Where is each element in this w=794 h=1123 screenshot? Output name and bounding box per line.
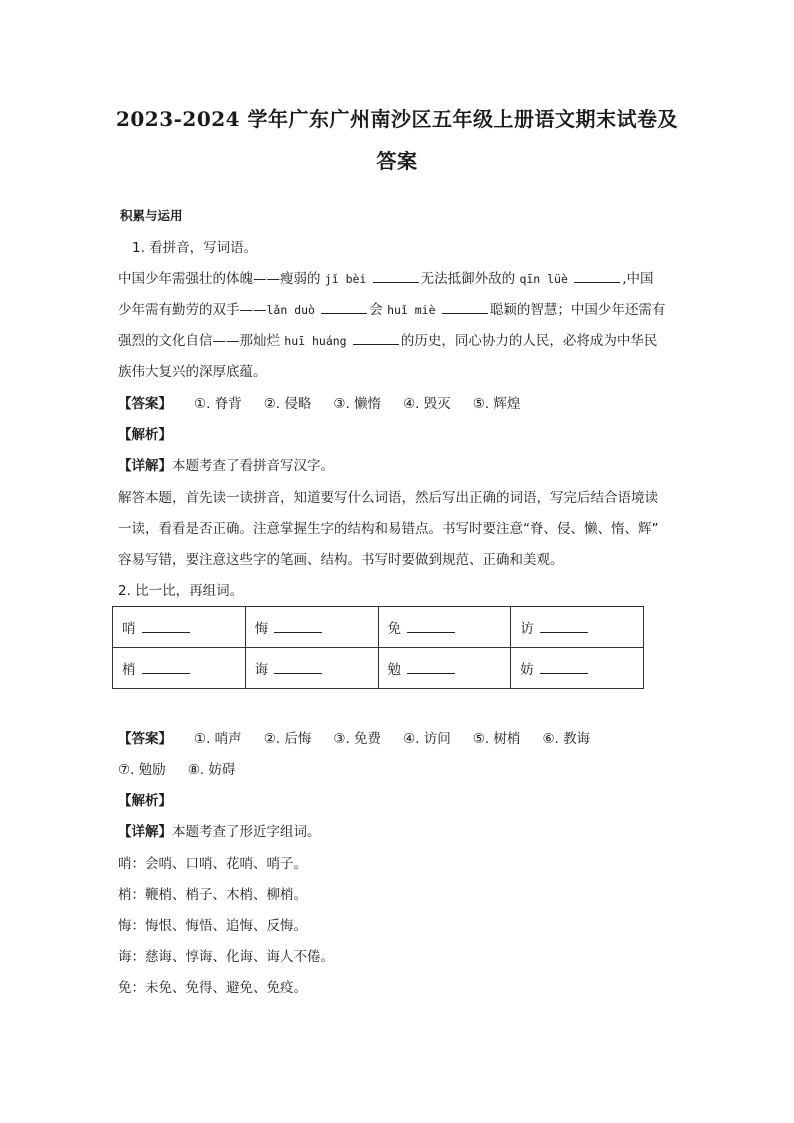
q1-text: 会 — [369, 302, 388, 318]
q1-text-line-3 — [118, 326, 678, 357]
pinyin: lǎn duò — [266, 303, 315, 317]
table-cell — [511, 648, 644, 689]
answer-item: ⑤. 树梢 — [472, 731, 521, 747]
answer-item: ③. 懒惰 — [333, 396, 382, 412]
answer-item: ②. 后悔 — [263, 731, 312, 747]
answer-tag: 【答案】 — [118, 731, 172, 747]
detail-text: 本题考查了看拼音写汉字。 — [172, 458, 334, 474]
answer-item: ④. 毁灭 — [403, 396, 451, 412]
answer-item: ④. 访问 — [403, 731, 451, 747]
q1-text-line-1 — [118, 264, 678, 295]
cell-char: 哨 — [122, 621, 136, 637]
pinyin: qīn lüè — [519, 272, 568, 286]
answer-blank — [373, 268, 419, 283]
answer-blank — [574, 268, 620, 283]
answer-blank — [142, 620, 190, 633]
q1-text-line-4: 族伟大复兴的深厚底蕴。 — [118, 364, 267, 380]
q2-word-line: 梢：鞭梢、梢子、木梢、柳梢。 — [118, 887, 307, 903]
q1-detail — [118, 451, 678, 482]
document-title — [110, 98, 684, 182]
answer-blank — [274, 620, 322, 633]
q1-analysis-tag: 【解析】 — [118, 427, 172, 443]
table-cell — [245, 648, 378, 689]
q1-text: 的历史，同心协力的人民，必将成为中华民 — [400, 333, 658, 349]
cell-char: 妨 — [520, 662, 534, 678]
table-cell — [113, 648, 246, 689]
answer-tag: 【答案】 — [118, 396, 172, 412]
answer-blank — [407, 661, 455, 674]
q2-word-line: 免：未免、免得、避免、免疫。 — [118, 980, 307, 996]
answer-item: ⑧. 妨碍 — [187, 762, 236, 778]
pinyin: huǐ miè — [387, 303, 436, 317]
detail-text: 本题考查了形近字组词。 — [172, 824, 321, 840]
answer-item: ①. 脊背 — [194, 396, 242, 412]
answer-item: ①. 哨声 — [194, 731, 242, 747]
q2-heading: 2. 比一比，再组词。 — [118, 583, 244, 599]
q1-explain-line-1: 解答本题，首先读一读拼音，知道要写什么词语，然后写出正确的词语，写完后结合语境读 — [118, 490, 658, 506]
title-line-1: 2023-2024 学年广东广州南沙区五年级上册语文期末试卷及 — [115, 107, 679, 131]
q1-text-line-2 — [118, 295, 678, 326]
q1-text: 少年需有勤劳的双手—— — [118, 302, 267, 318]
q1-text: 聪颖的智慧；中国少年还需有 — [489, 302, 666, 318]
cell-char: 勉 — [387, 662, 401, 678]
cell-char: 免 — [387, 621, 401, 637]
cell-char: 悔 — [254, 621, 269, 637]
answer-blank — [142, 661, 190, 674]
answer-blank — [540, 620, 588, 633]
answer-blank — [321, 299, 367, 314]
q2-answer-row-2 — [118, 755, 678, 786]
q1-text: 中国少年需强壮的体魄——瘦弱的 — [118, 271, 325, 287]
q2-word-line: 诲：慈诲、惇诲、化诲、诲人不倦。 — [118, 949, 334, 965]
table-row — [113, 607, 644, 648]
answer-blank — [540, 661, 588, 674]
q1-text: ,中国 — [622, 271, 654, 287]
section-heading: 积累与运用 — [120, 208, 183, 223]
q2-table — [112, 606, 644, 689]
table-cell — [378, 607, 511, 648]
detail-tag: 【详解】 — [118, 824, 172, 840]
answer-blank — [407, 620, 455, 633]
table-cell — [378, 648, 511, 689]
q2-detail — [118, 817, 678, 848]
detail-tag: 【详解】 — [118, 458, 172, 474]
table-cell — [511, 607, 644, 648]
pinyin: huī huáng — [284, 334, 347, 348]
answer-item: ⑥. 教诲 — [542, 731, 591, 747]
table-cell — [113, 607, 246, 648]
q1-explain-line-2: 一读，看看是否正确。注意掌握生字的结构和易错点。书写时要注意“脊、侵、懒、惰、辉” — [118, 521, 659, 537]
q2-answer-row-1 — [118, 724, 678, 755]
q2-word-line: 悔：悔恨、悔悟、追悔、反悔。 — [118, 918, 307, 934]
pinyin: jǐ bèi — [324, 272, 367, 286]
table-row — [113, 648, 644, 689]
q1-heading: 1. 看拼音，写词语。 — [132, 240, 258, 256]
q1-explain-line-3: 容易写错，要注意这些字的笔画、结构。书写时要做到规范、正确和美观。 — [118, 552, 564, 568]
answer-item: ⑦. 勉励 — [118, 762, 166, 778]
q1-text: 无法抵御外敌的 — [420, 271, 520, 287]
q2-word-line: 哨：会哨、口哨、花哨、哨子。 — [118, 856, 307, 872]
answer-item: ③. 免费 — [333, 731, 382, 747]
answer-blank — [274, 661, 322, 674]
answer-item: ⑤. 辉煌 — [472, 396, 521, 412]
answer-blank — [353, 330, 399, 345]
table-cell — [245, 607, 378, 648]
cell-char: 梢 — [122, 662, 136, 678]
q1-answer-row — [118, 389, 678, 420]
cell-char: 诲 — [254, 662, 269, 678]
answer-blank — [442, 299, 488, 314]
q2-analysis-tag: 【解析】 — [118, 793, 172, 809]
q1-text: 强烈的文化自信——那灿烂 — [118, 333, 285, 349]
cell-char: 访 — [520, 621, 534, 637]
title-line-2: 答案 — [376, 149, 418, 173]
answer-item: ②. 侵略 — [263, 396, 312, 412]
